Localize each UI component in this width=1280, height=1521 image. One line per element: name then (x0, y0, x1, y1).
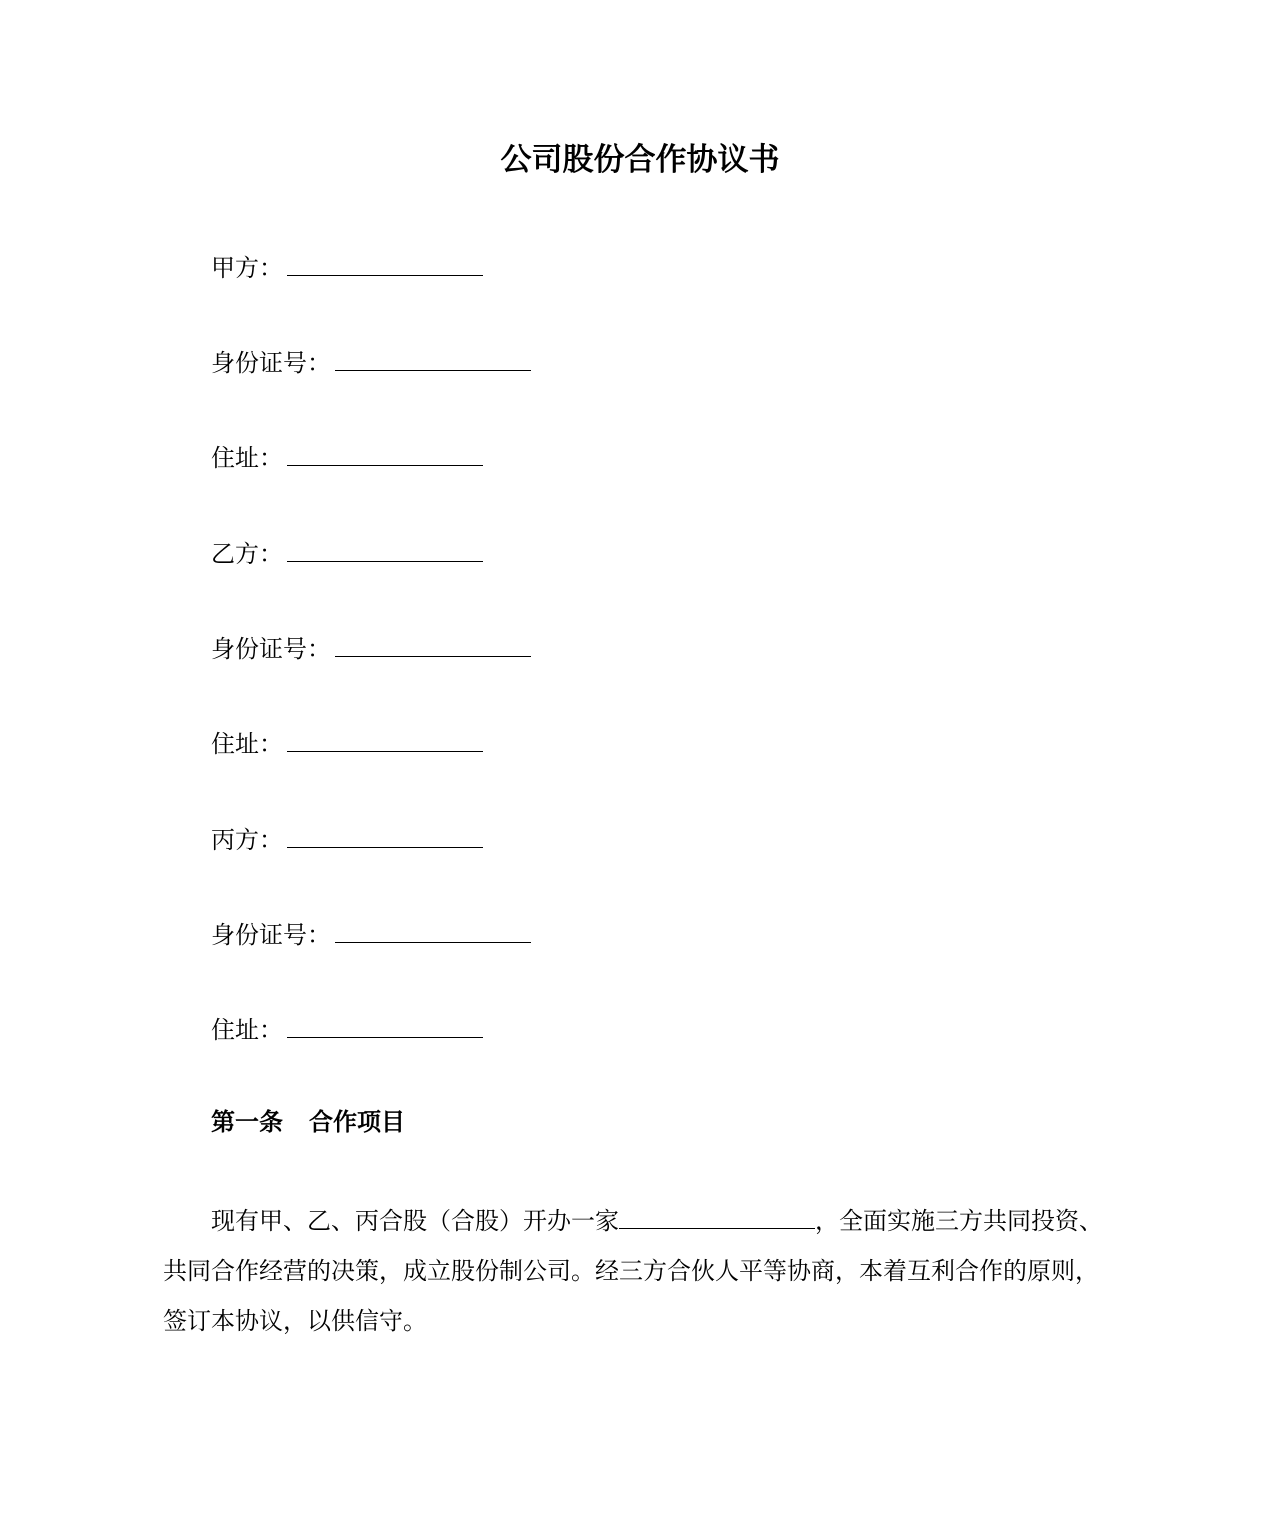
field-label: 乙方： (211, 540, 283, 568)
party-a-address-field (211, 439, 483, 474)
party-a-id-field (211, 344, 531, 379)
field-label: 丙方： (211, 826, 283, 854)
fill-in-blank[interactable] (287, 821, 483, 848)
party-b-address-field (211, 725, 483, 760)
party-c-id-field (211, 916, 531, 951)
article-title: 合作项目 (309, 1108, 405, 1136)
paragraph-line-3: 签订本协议，以供信守。 (163, 1307, 427, 1335)
company-name-blank[interactable] (619, 1202, 815, 1229)
fill-in-blank[interactable] (335, 344, 531, 371)
party-c-address-field (211, 1011, 483, 1046)
line-text: 现有甲、乙、丙合股（合股）开办一家 (211, 1207, 619, 1235)
party-b-name-field (211, 535, 483, 570)
field-label: 甲方： (211, 254, 283, 282)
paragraph-line-2: 共同合作经营的决策，成立股份制公司。经三方合伙人平等协商，本着互利合作的原则， (163, 1257, 1099, 1285)
article-1-heading (211, 1106, 405, 1138)
field-label: 身份证号： (211, 349, 331, 377)
field-label: 住址： (211, 1016, 283, 1044)
fill-in-blank[interactable] (287, 249, 483, 276)
field-label: 住址： (211, 730, 283, 758)
field-label: 身份证号： (211, 635, 331, 663)
paragraph-line-1 (163, 1196, 1123, 1246)
article-1-paragraph (163, 1196, 1123, 1346)
line-text: ，全面实施三方共同投资、 (815, 1207, 1103, 1235)
party-b-id-field (211, 630, 531, 665)
field-label: 身份证号： (211, 921, 331, 949)
article-number: 第一条 (211, 1108, 283, 1136)
fill-in-blank[interactable] (335, 630, 531, 657)
document-title: 公司股份合作协议书 (500, 142, 780, 178)
fill-in-blank[interactable] (287, 725, 483, 752)
party-c-name-field (211, 821, 483, 856)
fill-in-blank[interactable] (335, 916, 531, 943)
fill-in-blank[interactable] (287, 1011, 483, 1038)
field-label: 住址： (211, 444, 283, 472)
party-a-name-field (211, 249, 483, 284)
fill-in-blank[interactable] (287, 439, 483, 466)
fill-in-blank[interactable] (287, 535, 483, 562)
